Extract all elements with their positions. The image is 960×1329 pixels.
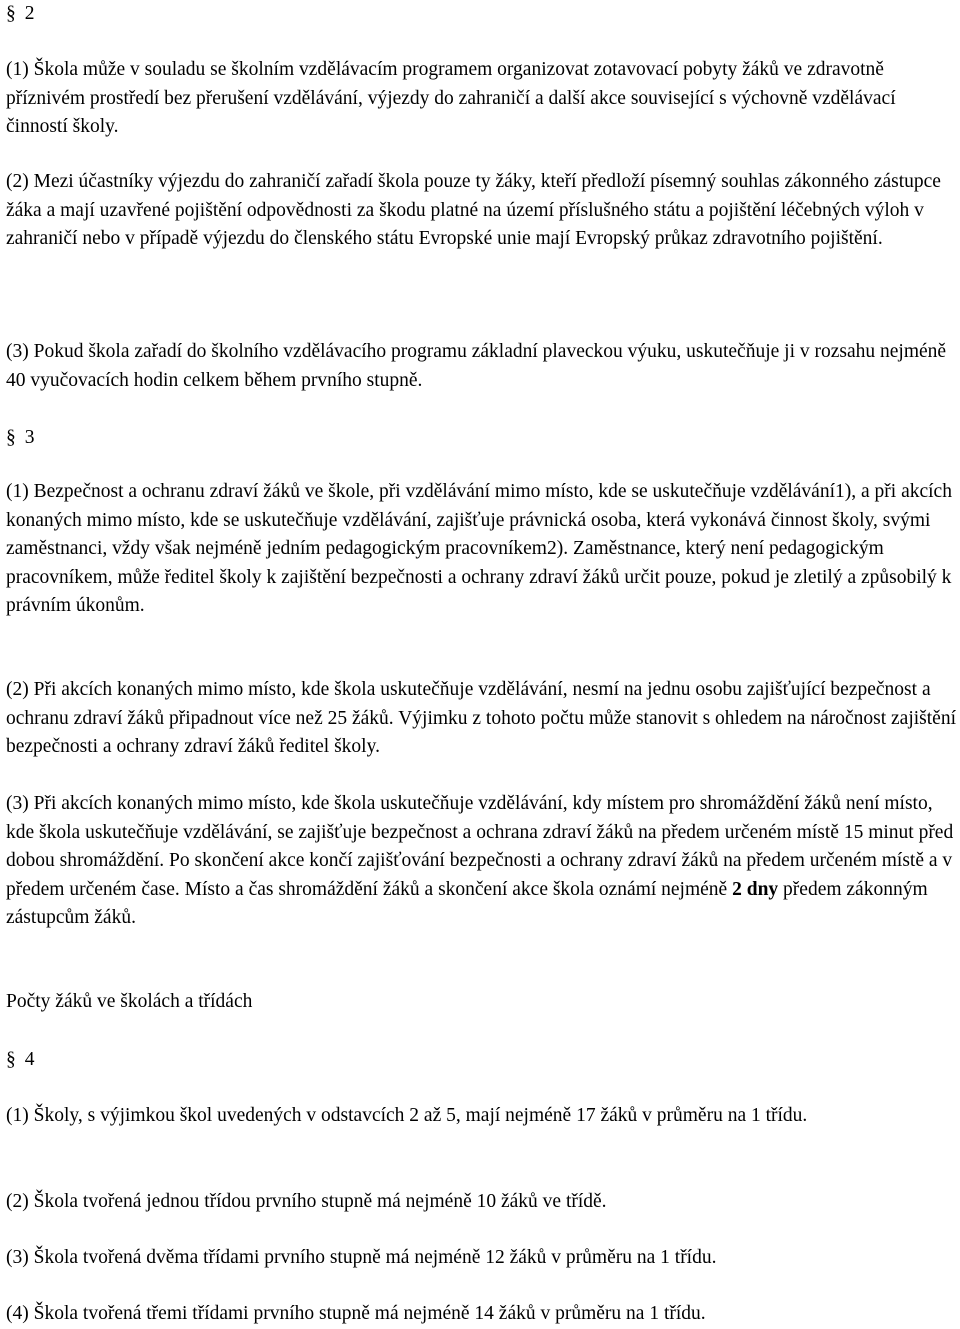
s3-p3-bold: 2 dny [732, 878, 779, 900]
section-number: 2 [24, 3, 35, 24]
s4-paragraph-3: (3) Škola tvořená dvěma třídami prvního stupně má nejméně 12 žáků v průměru na 1 třídu. [6, 1247, 717, 1268]
section-number: 3 [24, 427, 35, 448]
section-symbol: § [6, 1049, 16, 1070]
section-4-heading [6, 1046, 956, 1075]
section-symbol: § [6, 3, 16, 24]
section-2-heading [6, 0, 956, 29]
s3-p3-text: (3) Při akcích konaných mimo místo, kde škola uskutečňuje vzdělávání, kdy místem pro shromáždění žáků není místo, kde škola uskutečňuje vzdělávání, se zajišťuje bezpečnost a ochrana zdraví žáků na předem určeném místě 15 minut před dobou shromáždění. Po skončení akce končí zajišťování bezpečnosti a ochrany zdraví žáků na předem určeném místě a v předem určeném čase. Místo a čas shromáždění žáků a skončení akce škola oznámí nejméně [6, 793, 954, 900]
section-3-heading [6, 424, 956, 453]
s4-paragraph-1: (1) Školy, s výjimkou škol uvedených v odstavcích 2 až 5, mají nejméně 17 žáků v průměru na 1 třídu. [6, 1105, 808, 1126]
s2-paragraph-1: (1) Škola může v souladu se školním vzdělávacím programem organizovat zotavovací pobyty žáků ve zdravotně příznivém prostředí bez přerušení vzdělávání, výjezdy do zahraničí a další akce související s výchovně vzdělávací činností školy. [6, 59, 896, 138]
s2-paragraph-2: (2) Mezi účastníky výjezdu do zahraničí zařadí škola pouze ty žáky, kteří předloží písemný souhlas zákonného zástupce žáka a mají uzavřené pojištění odpovědnosti za škodu platné na území příslušného státu a pojištění léčebných výloh v zahraničí nebo v případě výjezdu do členského státu Evropské unie mají Evropský průkaz zdravotního pojištění. [6, 171, 941, 250]
section-heading: Počty žáků ve školách a třídách [6, 991, 253, 1012]
s4-paragraph-4: (4) Škola tvořená třemi třídami prvního stupně má nejméně 14 žáků v průměru na 1 třídu. [6, 1303, 706, 1324]
s2-paragraph-3: (3) Pokud škola zařadí do školního vzdělávacího programu základní plaveckou výuku, uskutečňuje ji v rozsahu nejméně 40 vyučovacích hodin celkem během prvního stupně. [6, 341, 947, 391]
s3-paragraph-2: (2) Při akcích konaných mimo místo, kde škola uskutečňuje vzdělávání, nesmí na jednu osobu zajišťující bezpečnost a ochranu zdraví žáků připadnout více než 25 žáků. Výjimku z tohoto počtu může stanovit s ohledem na náročnost zajištění bezpečnosti a ochrany zdraví žáků ředitel školy. [6, 679, 956, 758]
s3-paragraph-3 [6, 790, 956, 933]
section-number: 4 [24, 1049, 35, 1070]
s4-paragraph-2: (2) Škola tvořená jednou třídou prvního stupně má nejméně 10 žáků ve třídě. [6, 1191, 607, 1212]
s3-paragraph-1: (1) Bezpečnost a ochranu zdraví žáků ve škole, při vzdělávání mimo místo, kde se uskutečňuje vzdělávání1), a při akcích konaných mimo místo, kde se uskutečňuje vzdělávání, zajišťuje právnická osoba, která vykonává činnost školy, svými zaměstnanci, vždy však nejméně jedním pedagogickým pracovníkem2). Zaměstnance, který není pedagogickým pracovníkem, může ředitel školy k zajištění bezpečnosti a ochrany zdraví žáků určit pouze, pokud je zletilý a způsobilý k právním úkonům. [6, 481, 952, 617]
section-symbol: § [6, 427, 16, 448]
s3-p3-text-end: předem zákonným zástupcům žáků. [6, 878, 928, 929]
